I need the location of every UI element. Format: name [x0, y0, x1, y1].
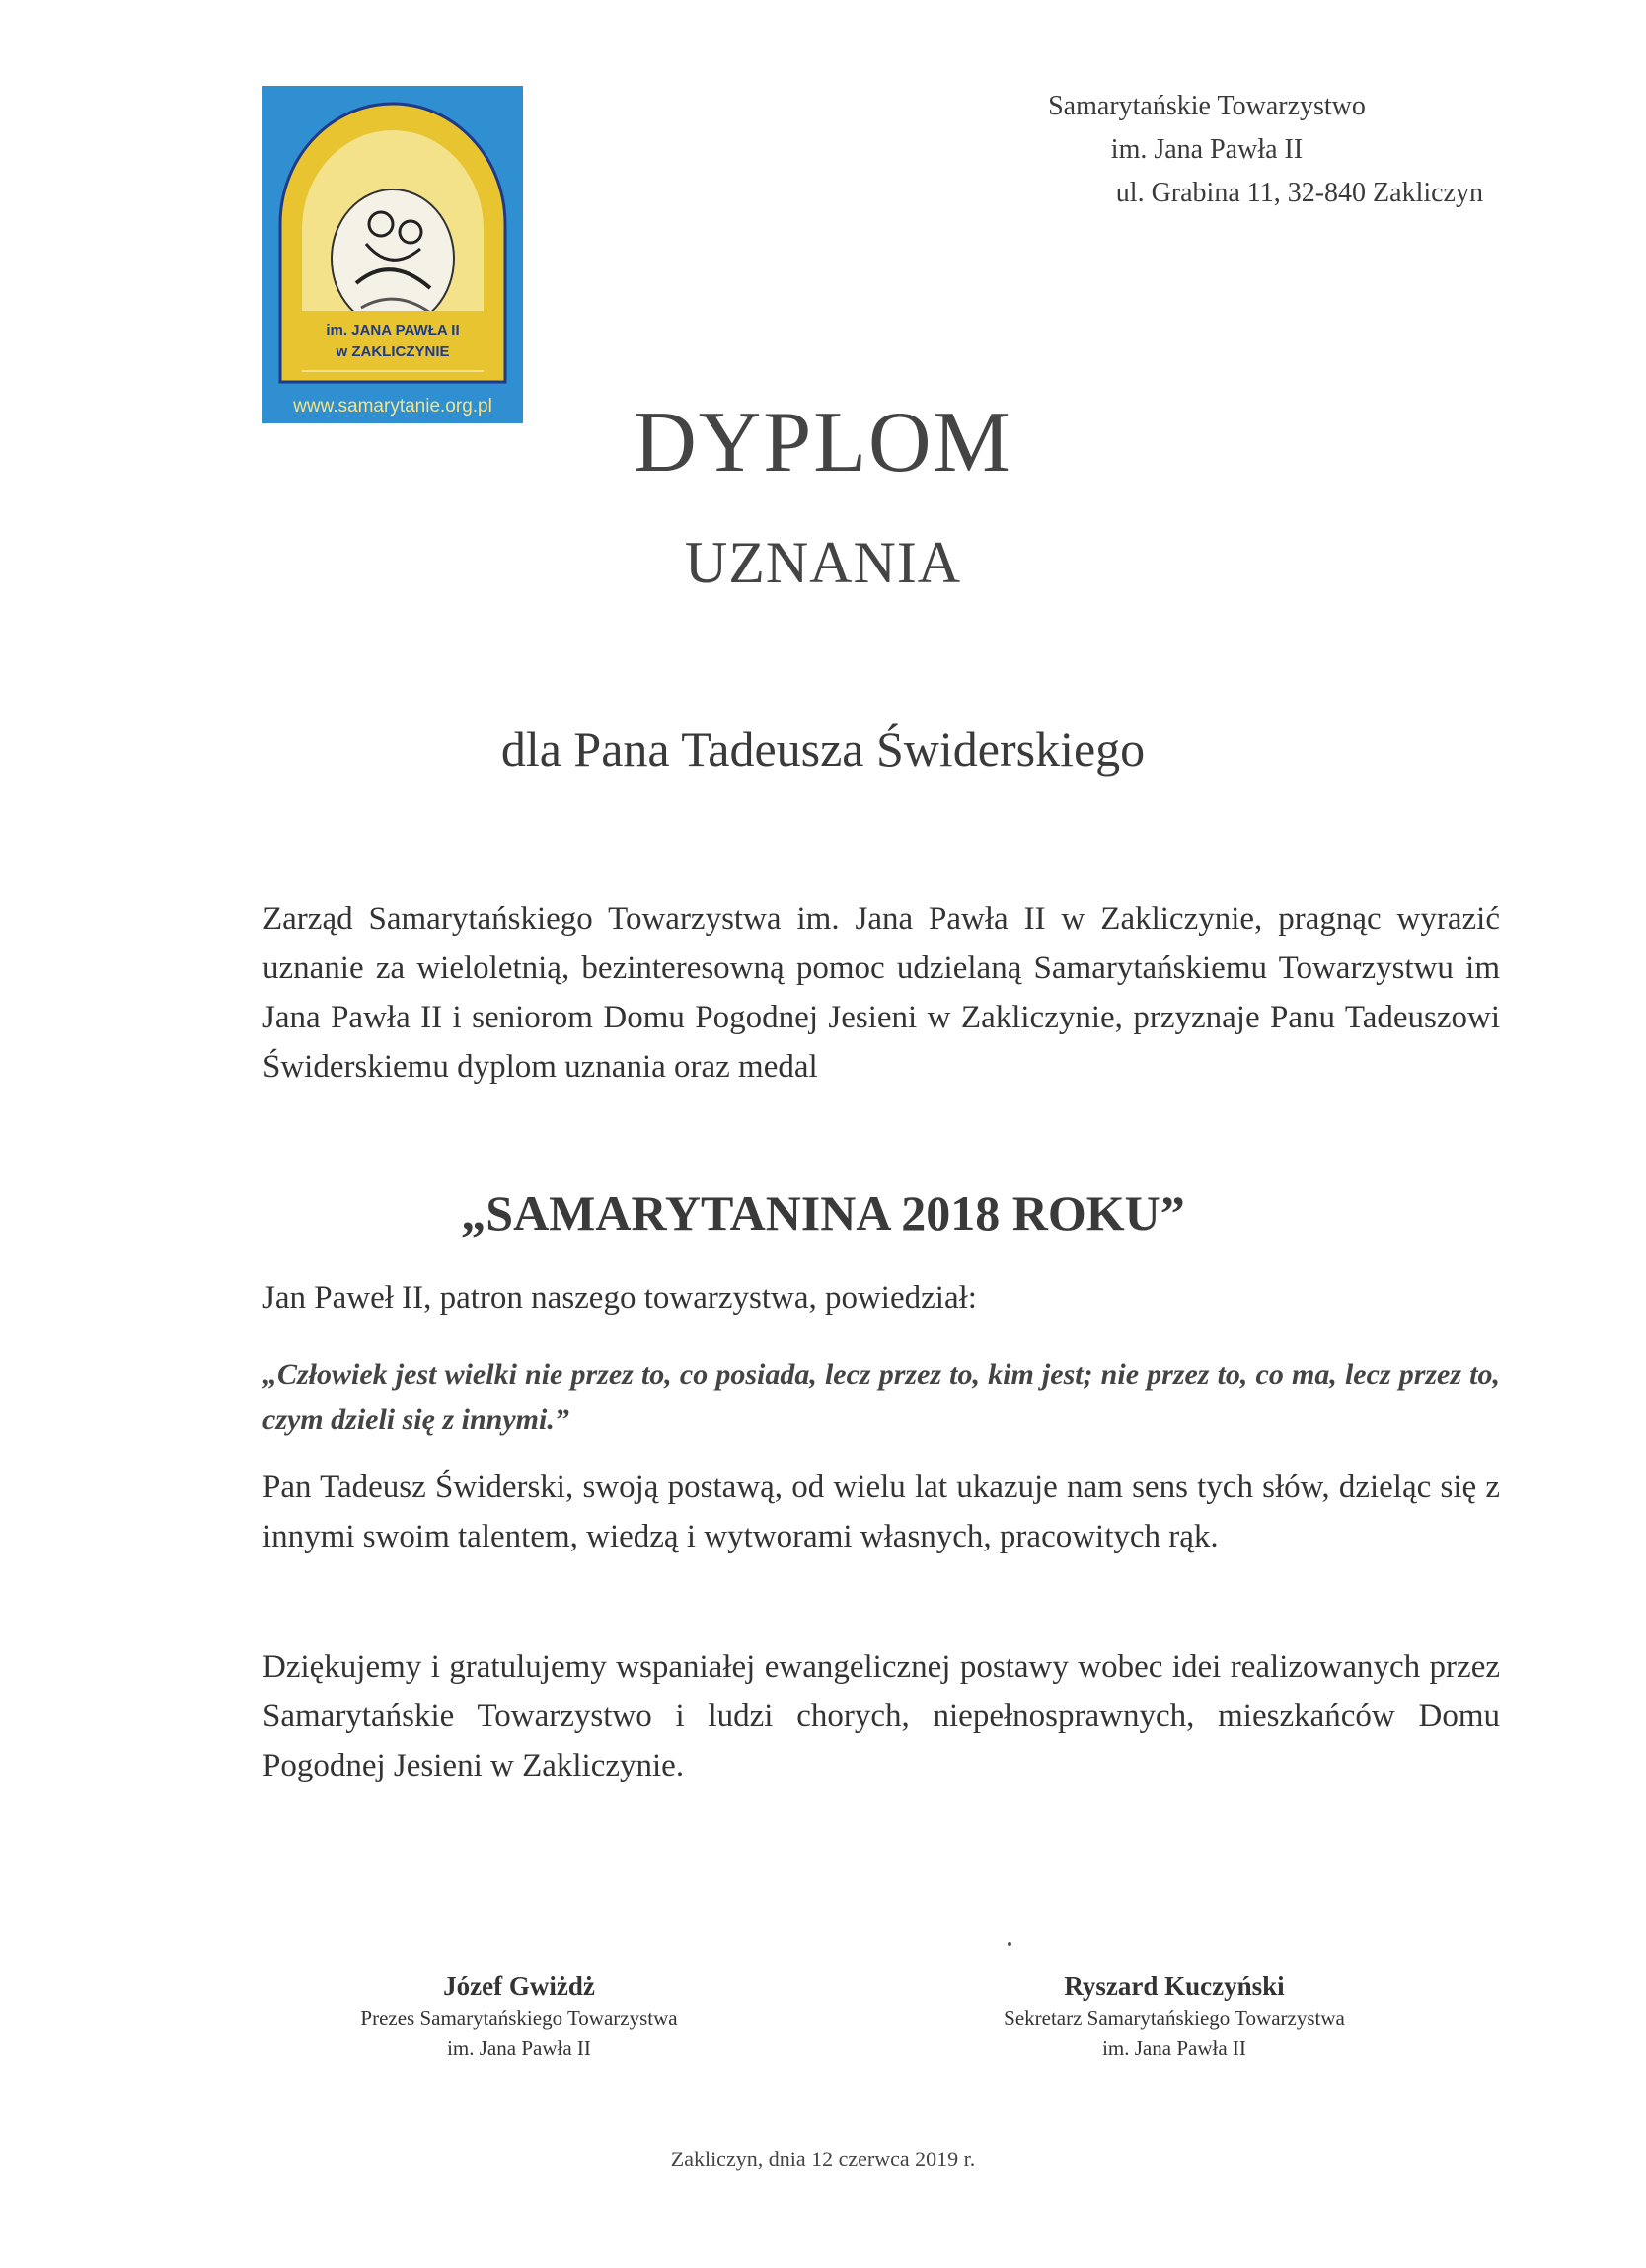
recipient-line: dla Pana Tadeusza Świderskiego — [500, 721, 1146, 777]
signatory-name: Ryszard Kuczyński — [1064, 1971, 1285, 2001]
signatory-name: Józef Gwiżdż — [443, 1971, 595, 2001]
signatory-role: Prezes Samarytańskiego Towarzystwa — [360, 2006, 678, 2030]
logo-line1: im. JANA PAWŁA II — [326, 322, 460, 339]
organization-logo — [262, 86, 523, 423]
medal-title: „SAMARYTANINA 2018 ROKU” — [461, 1185, 1185, 1241]
place-and-date: Zakliczyn, dnia 12 czerwca 2019 r. — [670, 2147, 976, 2171]
paragraph-award: Zarząd Samarytańskiego Towarzystwa im. Jana Pawła II w Zakliczynie, pragnąc wyrazić uznanie za wieloletnią, bezinteresowną pomoc udzielaną Samarytańskiemu Towarzystwu im Jana Pawła II i seniorom Domu Pogodnej Jesieni w Zakliczynie, przyznaje Panu Tadeuszowi Świderskiemu dyplom uznania oraz medal — [262, 901, 1500, 1085]
signatory-role-org: im. Jana Pawła II — [1102, 2036, 1246, 2060]
address-line3: ul. Grabina 11, 32-840 Zakliczyn — [1115, 178, 1483, 208]
signatory-role-org: im. Jana Pawła II — [447, 2036, 591, 2060]
diploma-title: DYPLOM — [634, 395, 1012, 491]
paragraph-recognition: Pan Tadeusz Świderski, swoją postawą, od wielu lat ukazuje nam sens tych słów, dzieląc się z innymi swoim talentem, wiedzą i wytworami własnych, pracowitych rąk. — [262, 1470, 1500, 1554]
address-line1: Samarytańskie Towarzystwo — [1048, 91, 1366, 121]
paragraph-thanks: Dziękujemy i gratulujemy wspaniałej ewangelicznej postawy wobec idei realizowanych przez Samarytańskie Towarzystwo i ludzi chorych, niepełnosprawnych, mieszkańców Domu Pogodnej Jesieni w Zakliczynie. — [262, 1649, 1500, 1783]
logo-url: www.samarytanie.org.pl — [293, 396, 492, 416]
signature-block-president — [322, 1968, 716, 2063]
signature-block-secretary — [967, 1968, 1382, 2063]
address-line2: im. Jana Pawła II — [1110, 134, 1304, 165]
signatory-role: Sekretarz Samarytańskiego Towarzystwa — [1004, 2006, 1345, 2030]
logo-line2: w ZAKLICZYNIE — [336, 343, 450, 360]
decorative-dot — [1008, 1942, 1011, 1946]
paragraph-patron: Jan Paweł II, patron naszego towarzystwa, powiedział: — [262, 1280, 977, 1316]
diploma-subtitle: UZNANIA — [684, 530, 962, 595]
organization-address — [931, 85, 1483, 215]
patron-quote: „Człowiek jest wielki nie przez to, co posiada, lecz przez to, kim jest; nie przez to, co ma, lecz przez to, czym dzieli się z innymi.” — [262, 1358, 1500, 1436]
